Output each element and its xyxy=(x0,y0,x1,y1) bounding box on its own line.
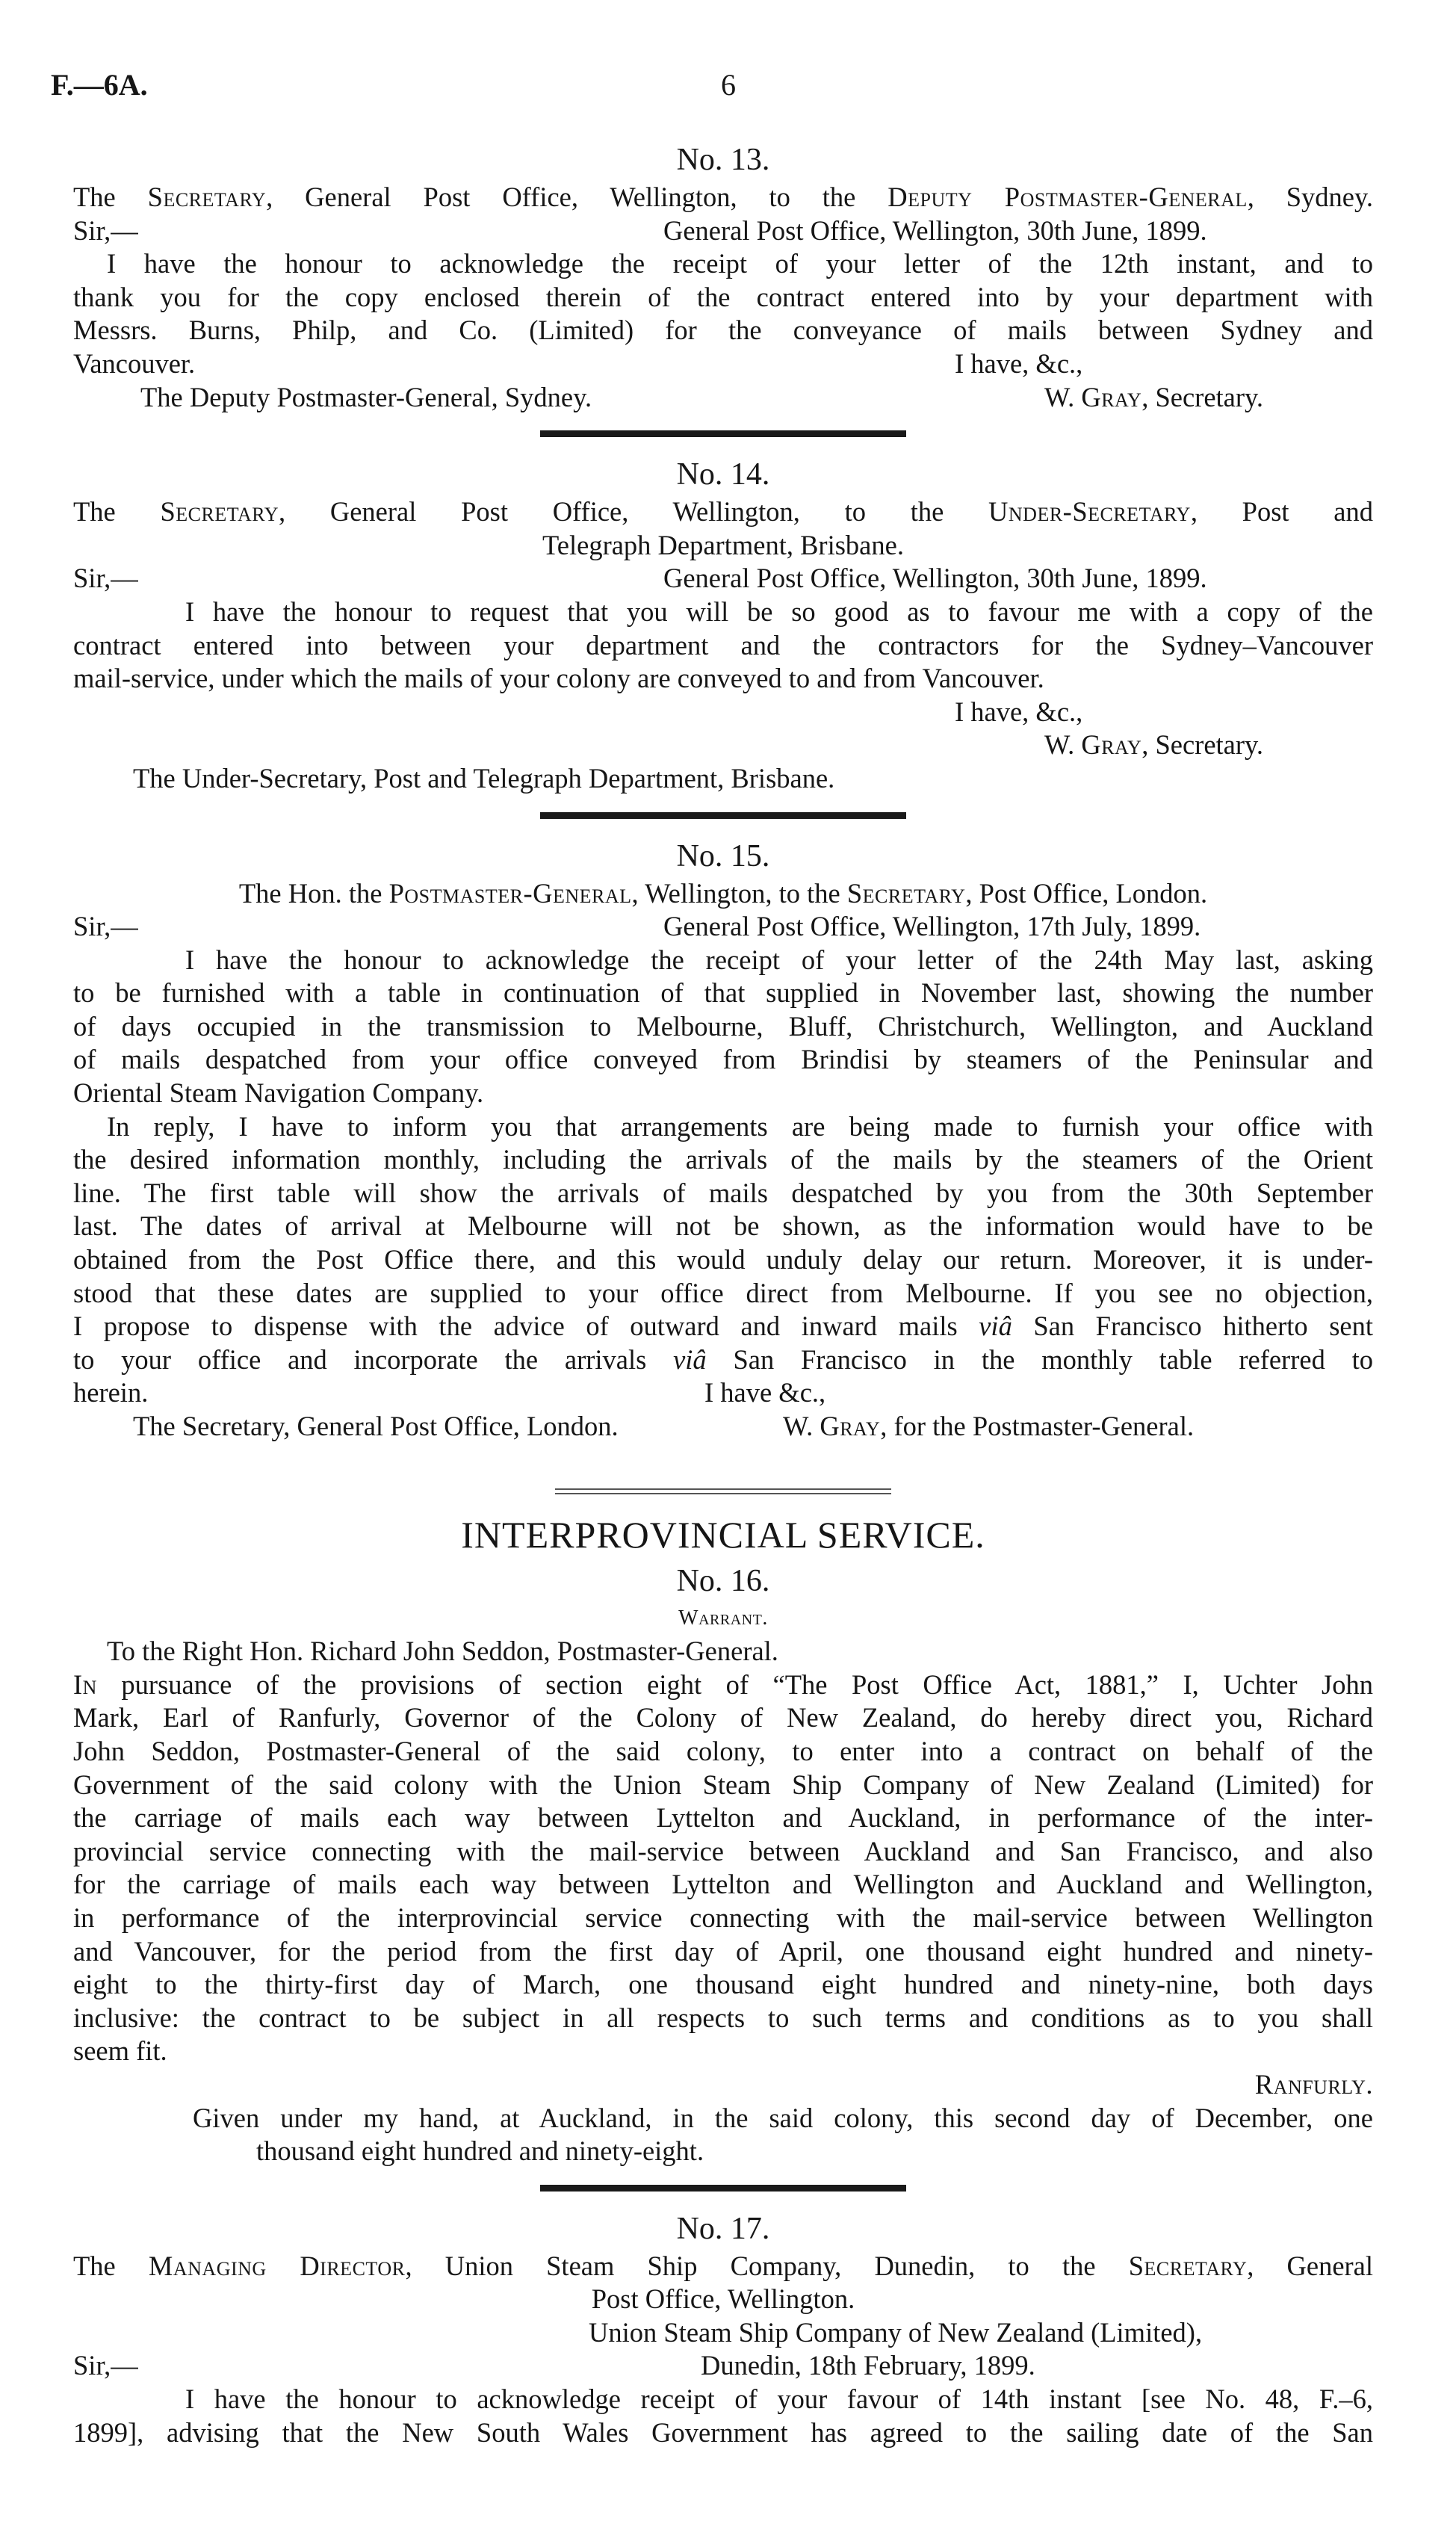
signature-text: W. xyxy=(1044,729,1082,761)
recipient-row xyxy=(73,762,1373,796)
body-line: last. The dates of arrival at Melbourne will not be shown, as the information would have to be xyxy=(73,1210,1373,1242)
body-line xyxy=(73,1668,1373,1702)
body-text: San Francisco in the monthly table referred to xyxy=(706,1343,1373,1375)
body-text: I propose to dispense with the advice of outward and inward mails xyxy=(73,1311,979,1342)
body-line: of days occupied in the transmission to Melbourne, Bluff, Christchurch, Wellington, and Auckland xyxy=(73,1010,1373,1042)
signatory-name: Gray xyxy=(1081,729,1142,761)
body-text: San Francisco hitherto sent xyxy=(1012,1311,1373,1342)
body-line: contract entered into between your department and the contractors for the Sydney–Vancouver xyxy=(73,629,1373,661)
section-divider xyxy=(540,812,906,819)
address-text: , Post Office, London. xyxy=(965,877,1208,909)
salutation: Sir,— xyxy=(73,2350,138,2381)
body-line: Oriental Steam Navigation Company. xyxy=(73,1077,484,1109)
address-line xyxy=(73,495,1373,529)
sender-title: Postmaster-General xyxy=(388,877,632,909)
address-line: To the Right Hon. Richard John Seddon, Postmaster-General. xyxy=(107,1636,778,1667)
closing-row xyxy=(73,1376,1373,1410)
letter-no-15 xyxy=(73,835,1373,1444)
address-line: Post Office, Wellington. xyxy=(591,2283,855,2315)
body-line: I have the honour to request that you will be so good as to favour me with a copy of the xyxy=(185,596,1373,627)
salutation-row xyxy=(73,562,1373,596)
section-title: INTERPROVINCIAL SERVICE. xyxy=(461,1513,985,1556)
body-text: to your office and incorporate the arrivals xyxy=(73,1343,674,1375)
address-text: , General Post Office, Wellington, to the xyxy=(279,496,989,528)
closing-row xyxy=(73,347,1373,381)
body-line: for the carriage of mails each way between Lyttelton and Wellington and Auckland and Wellington, xyxy=(73,1869,1373,1900)
body-line: inclusive: the contract to be subject in all respects to such terms and conditions as to you shall xyxy=(73,2002,1373,2033)
body-line: mail-service, under which the mails of your colony are conveyed to and from Vancouver. xyxy=(73,663,1044,694)
address-line xyxy=(73,181,1373,214)
paper-reference: F.—6A. xyxy=(51,68,148,102)
salutation-row xyxy=(73,2349,1373,2383)
body-line: seem fit. xyxy=(73,2035,167,2067)
warrant-subheading: Warrant. xyxy=(678,1606,768,1630)
body-line: in performance of the interprovincial service connecting with the mail-service between Wellington xyxy=(73,1902,1373,1933)
dateline: General Post Office, Wellington, 30th June, 1899. xyxy=(663,214,1207,246)
letter-no-14 xyxy=(73,454,1373,795)
body-text: pursuance of the provisions of section eight of “The Post Office Act, 1881,” I, Uchter John xyxy=(96,1668,1373,1700)
signature-text: , Secretary. xyxy=(1141,381,1264,412)
body-line: to be furnished with a table in continuation of that supplied in November last, showing the number xyxy=(73,977,1373,1009)
body-line: of mails despatched from your office conveyed from Brindisi by steamers of the Peninsular and xyxy=(73,1044,1373,1075)
body-line: provincial service connecting with the mail-service between Auckland and San Francisco, and also xyxy=(73,1835,1373,1866)
address-text: , Sydney. xyxy=(1247,182,1373,212)
salutation-row xyxy=(73,910,1373,944)
letter-heading: No. 14. xyxy=(676,457,770,492)
body-line: obtained from the Post Office there, and this would unduly delay our return. Moreover, it is under- xyxy=(73,1244,1373,1275)
body-line: Government of the said colony with the Union Steam Ship Company of New Zealand (Limited) for xyxy=(73,1769,1373,1800)
section-divider xyxy=(540,2185,906,2192)
letter-heading: No. 15. xyxy=(676,838,770,873)
signature-text: , for the Postmaster-General. xyxy=(880,1411,1195,1441)
body-line: In reply, I have to inform you that arrangements are being made to furnish your office with xyxy=(107,1110,1373,1142)
closing-row xyxy=(73,696,1373,729)
page-number: 6 xyxy=(721,68,736,102)
italic-term: viâ xyxy=(673,1343,707,1375)
sender-title: Managing Director xyxy=(148,2250,406,2281)
signature-text: W. xyxy=(1044,381,1082,412)
recipient-title: Secretary xyxy=(846,877,966,909)
dateline: General Post Office, Wellington, 30th June, 1899. xyxy=(663,563,1207,594)
recipient-line: The Secretary, General Post Office, London. xyxy=(133,1411,619,1441)
body-line: line. The first table will show the arrivals of mails despatched by you from the 30th September xyxy=(73,1177,1373,1208)
body-line: I have the honour to acknowledge receipt of your favour of 14th instant [see No. 48, F.–6, xyxy=(185,2384,1373,2415)
salutation: Sir,— xyxy=(73,563,138,594)
signatory-name: Gray xyxy=(1081,381,1142,412)
italic-term: viâ xyxy=(979,1311,1012,1342)
body-line: Mark, Earl of Ranfurly, Governor of the Colony of New Zealand, do hereby direct you, Richard xyxy=(73,1702,1373,1733)
address-text: The xyxy=(73,182,148,212)
attestation-line: Given under my hand, at Auckland, in the said colony, this second day of December, one xyxy=(193,2102,1373,2133)
address-text: , General xyxy=(1247,2250,1374,2281)
body-line: Vancouver. xyxy=(73,347,196,379)
body-line: eight to the thirty-first day of March, one thousand eight hundred and ninety-nine, both days xyxy=(73,1969,1373,2000)
closing: I have, &c., xyxy=(955,696,1083,727)
signature-row xyxy=(73,1410,1373,1444)
address-text: The xyxy=(73,2250,149,2281)
sender-title: Secretary xyxy=(147,182,267,212)
signature xyxy=(783,1410,1194,1444)
body-line: Messrs. Burns, Philp, and Co. (Limited) for the conveyance of mails between Sydney and xyxy=(73,315,1373,346)
signature-row xyxy=(73,729,1373,762)
closing: I have &c., xyxy=(704,1377,826,1408)
address-text: , Union Steam Ship Company, Dunedin, to the xyxy=(405,2250,1129,2281)
section-divider xyxy=(540,430,906,437)
attestation-line: thousand eight hundred and ninety-eight. xyxy=(256,2135,704,2167)
warrant-no-16 xyxy=(73,1560,1373,2168)
body-line xyxy=(73,1343,1373,1377)
signatory-name: Gray xyxy=(820,1411,881,1441)
recipient-title: Under-Secretary xyxy=(988,496,1191,528)
recipient-title: Secretary xyxy=(1128,2250,1248,2281)
double-rule-divider xyxy=(555,1488,891,1494)
body-line: the desired information monthly, including the arrivals of the mails by the steamers of the Orient xyxy=(73,1144,1373,1175)
page-content xyxy=(73,139,1373,2449)
dateline: General Post Office, Wellington, 17th July, 1899. xyxy=(663,911,1201,942)
letter-heading: No. 13. xyxy=(676,143,770,177)
body-line: John Seddon, Postmaster-General of the said colony, to enter into a contract on behalf of the xyxy=(73,1735,1373,1766)
salutation: Sir,— xyxy=(73,214,138,246)
signature-row xyxy=(73,381,1373,415)
dateline: Dunedin, 18th February, 1899. xyxy=(701,2350,1035,2381)
closing: I have, &c., xyxy=(955,347,1083,379)
letter-no-17 xyxy=(73,2208,1373,2450)
address-text: The Hon. the xyxy=(238,877,389,909)
address-text: , Wellington, to the xyxy=(631,877,847,909)
sender-title: Secretary xyxy=(160,496,279,528)
address-text: , Post and xyxy=(1190,496,1373,528)
address-line xyxy=(73,2250,1373,2283)
body-line: thank you for the copy enclosed therein of the contract entered into by your department with xyxy=(73,281,1373,312)
origin-row xyxy=(73,2316,1373,2350)
letter-no-13 xyxy=(73,139,1373,414)
signature-text: W. xyxy=(783,1411,820,1441)
signature-text: , Secretary. xyxy=(1141,729,1264,761)
recipient-line: The Under-Secretary, Post and Telegraph Department, Brisbane. xyxy=(133,762,835,794)
address-line xyxy=(73,877,1373,911)
salutation-row xyxy=(73,214,1373,248)
salutation: Sir,— xyxy=(73,911,138,942)
body-line: the carriage of mails each way between Lyttelton and Auckland, in performance of the inter- xyxy=(73,1802,1373,1834)
address-text: , General Post Office, Wellington, to the xyxy=(266,182,888,212)
letter-heading: No. 17. xyxy=(676,2211,770,2246)
body-line: stood that these dates are supplied to your office direct from Melbourne. If you see no objection, xyxy=(73,1277,1373,1308)
body-line: herein. xyxy=(73,1377,149,1408)
governor-signature: Ranfurly. xyxy=(1254,2068,1373,2100)
signature xyxy=(1044,381,1263,415)
page-header xyxy=(0,69,1456,114)
body-line: I have the honour to acknowledge the receipt of your letter of the 24th May last, asking xyxy=(185,944,1373,975)
address-text: The xyxy=(73,496,161,528)
recipient-line: The Deputy Postmaster-General, Sydney. xyxy=(140,381,592,412)
signature xyxy=(1044,729,1263,762)
body-line: and Vancouver, for the period from the first day of April, one thousand eight hundred and ninety- xyxy=(73,1935,1373,1967)
origin-line: Union Steam Ship Company of New Zealand (Limited), xyxy=(589,2316,1203,2348)
recipient-title: Deputy Postmaster-General xyxy=(887,182,1248,212)
body-line: 1899], advising that the New South Wales Government has agreed to the sailing date of the San xyxy=(73,2416,1373,2448)
body-line xyxy=(73,1310,1373,1343)
letter-heading: No. 16. xyxy=(676,1563,770,1598)
opening-word: In xyxy=(73,1668,97,1700)
address-line: Telegraph Department, Brisbane. xyxy=(542,529,904,560)
body-line: I have the honour to acknowledge the receipt of your letter of the 12th instant, and to xyxy=(107,248,1373,279)
